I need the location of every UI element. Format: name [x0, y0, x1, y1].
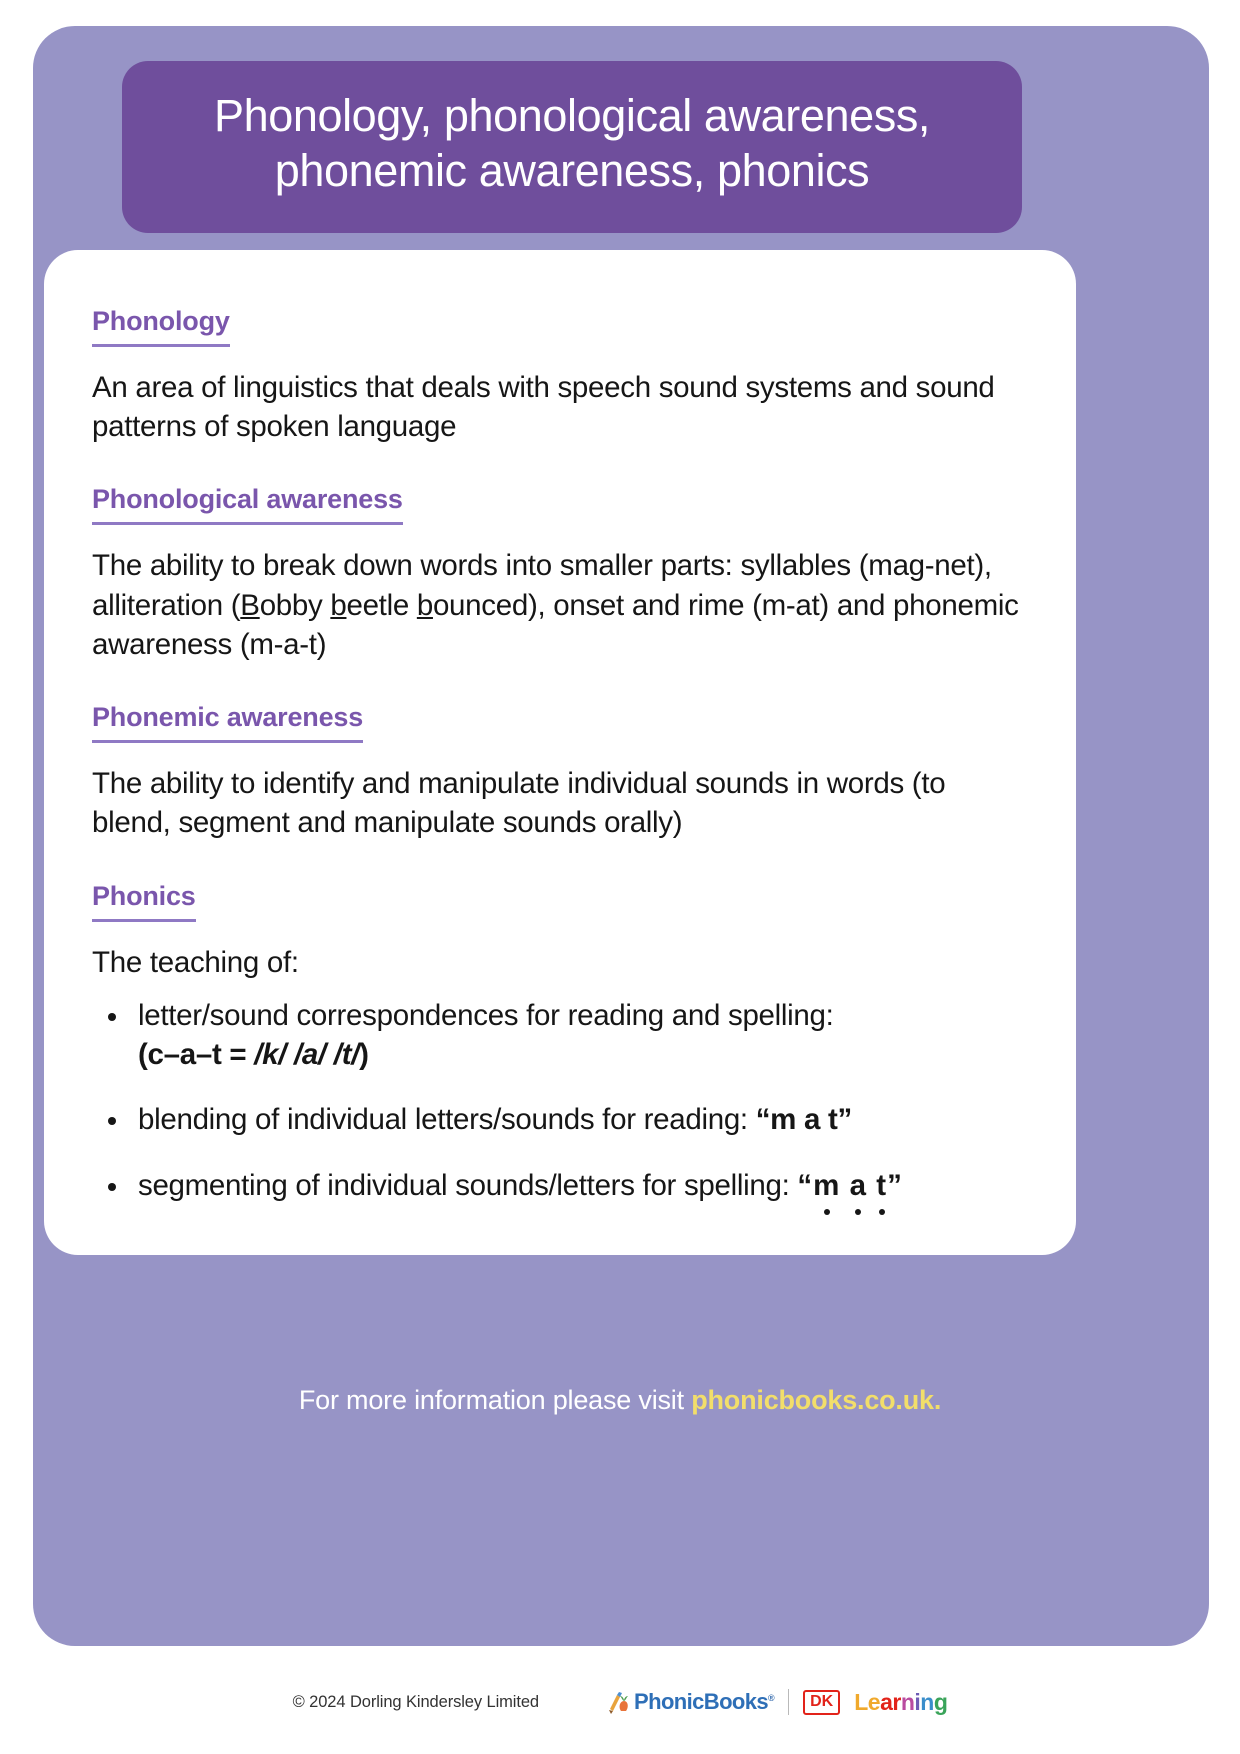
alliteration-letter-1: B — [240, 588, 260, 622]
phonics-bullet-list — [92, 996, 1028, 1205]
bullet-text-2: blending of individual letters/sounds for reading: — [138, 1103, 748, 1137]
paintbrush-carrot-icon — [605, 1689, 631, 1715]
bullet-notation-3: “m a t” — [797, 1169, 902, 1202]
page-title — [156, 89, 988, 199]
visit-prefix: For more information please visit — [298, 1385, 692, 1415]
phonicbooks-logo — [605, 1689, 774, 1715]
registered-mark: ® — [768, 1692, 775, 1703]
page-title-line-2: phonemic awareness, phonics — [274, 144, 870, 196]
bullet-notation-1: (c–a–t = /k/ /a/ /t/) — [138, 1038, 369, 1072]
body-text-pre: The ability to break down words into smaller parts: syllables (mag-net), alliteration ( — [92, 549, 992, 622]
section-body-phonemic-awareness: The ability to identify and manipulate individual sounds in words (to blend, segment and manipulate sounds orally) — [92, 767, 946, 840]
dk-logo — [803, 1690, 840, 1715]
dotted-letter-m: m — [813, 1166, 840, 1205]
section-heading-phonological-awareness: Phonological awareness — [92, 484, 403, 525]
logo-divider — [788, 1689, 789, 1715]
alliteration-letter-2: b — [330, 588, 347, 622]
section-heading-phonics: Phonics — [92, 881, 196, 922]
section-phonology — [92, 306, 1028, 446]
dotted-letter-t: t — [876, 1166, 887, 1205]
section-heading-phonemic-awareness: Phonemic awareness — [92, 702, 363, 743]
section-phonological-awareness — [92, 484, 1028, 664]
alliteration-word-1: obby — [259, 588, 331, 622]
dotted-letter-a: a — [850, 1166, 867, 1205]
section-phonemic-awareness — [92, 702, 1028, 842]
section-body-phonics: The teaching of: — [92, 945, 299, 979]
alliteration-word-3: ounced — [432, 588, 528, 622]
footer-logos — [605, 1689, 947, 1716]
content-card — [44, 250, 1076, 1255]
copyright-text: © 2024 Dorling Kindersley Limited — [292, 1692, 540, 1711]
section-body-phonological-awareness — [92, 546, 1028, 664]
list-item — [92, 996, 1028, 1074]
alliteration-word-2: eetle — [346, 588, 417, 622]
poster-title-pill — [122, 61, 1022, 233]
body-text-post: ), onset and rime (m-at) and phonemic awareness (m-a-t) — [92, 588, 1019, 661]
alliteration-letter-3: b — [416, 588, 433, 622]
section-heading-phonology: Phonology — [92, 306, 230, 347]
bullet-text-3: segmenting of individual sounds/letters for spelling: — [138, 1168, 790, 1202]
visit-url[interactable]: phonicbooks.co.uk. — [691, 1385, 942, 1415]
footer-bar — [0, 1672, 1240, 1732]
bullet-text-1: letter/sound correspondences for reading and spelling: — [138, 998, 834, 1032]
dk-logo-text: DK — [810, 1692, 834, 1710]
section-body-phonology: An area of linguistics that deals with speech sound systems and sound patterns of spoken language — [92, 371, 995, 444]
list-item — [92, 1100, 1028, 1139]
page-title-line-1: Phonology, phonological awareness, — [213, 90, 931, 141]
visit-line — [0, 1385, 1240, 1416]
section-phonics — [92, 881, 1028, 1205]
list-item — [92, 1166, 1028, 1205]
phonicbooks-wordmark: PhonicBooks® — [634, 1689, 775, 1714]
dk-learning-wordmark: Learning — [854, 1688, 948, 1715]
bullet-notation-2: “m a t” — [755, 1103, 852, 1137]
